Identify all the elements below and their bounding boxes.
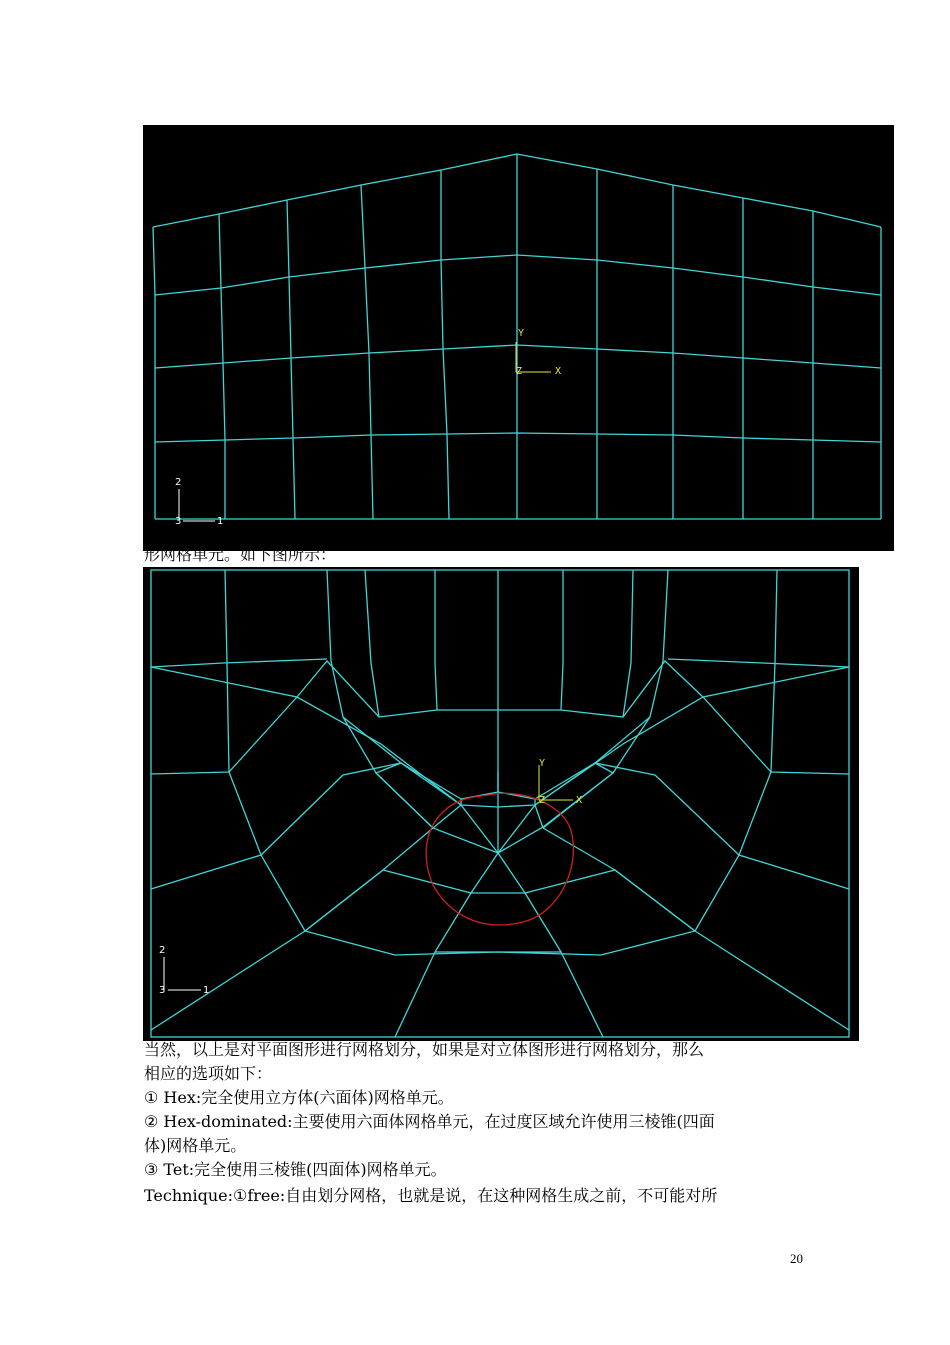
axis-2-label: 2 [175, 477, 182, 488]
triad-x-label: X [555, 366, 562, 377]
global-axes-indicator [159, 945, 209, 996]
page-number: 20 [790, 1251, 803, 1266]
mesh-figure-bottom [143, 567, 859, 1041]
axis-2-label: 2 [159, 945, 166, 956]
technique-line: Technique:①free:自由划分网格，也就是说，在这种网格生成之前，不可能对所 [144, 1186, 718, 1205]
triad-z-label: Z [539, 795, 546, 806]
partial-caption-line [144, 540, 544, 564]
axis-3-label: 3 [159, 985, 166, 996]
option-tet: ③ Tet:完全使用三棱锥(四面体)网格单元。 [144, 1160, 447, 1179]
option-hex-dominated-cont: 体)网格单元。 [144, 1136, 247, 1155]
paragraph-line-1: 当然，以上是对平面图形进行网格划分，如果是对立体图形进行网格划分，那么 [144, 1040, 705, 1059]
mesh-grid-lines [151, 570, 849, 1037]
local-coordinate-triad [516, 328, 561, 377]
axis-3-label: 3 [175, 516, 182, 527]
triad-x-label: X [576, 795, 583, 806]
option-hex: ① Hex:完全使用立方体(六面体)网格单元。 [144, 1088, 454, 1107]
triad-y-label: Y [539, 758, 546, 769]
red-sketch-circle [426, 793, 573, 925]
mesh-grid-lines [153, 154, 881, 519]
axis-1-label: 1 [217, 516, 224, 527]
local-coordinate-triad [539, 758, 582, 806]
triad-z-label: Z [516, 366, 523, 377]
axis-1-label: 1 [203, 985, 210, 996]
option-hex-dominated: ② Hex-dominated:主要使用六面体网格单元，在过度区域允许使用三棱锥(四面 [144, 1112, 715, 1131]
triad-y-label: Y [518, 328, 525, 339]
paragraph-line-2: 相应的选项如下： [144, 1064, 273, 1083]
mesh-figure-top [143, 125, 894, 551]
partial-caption-text: 形网格单元。如下图所示： [144, 545, 337, 564]
